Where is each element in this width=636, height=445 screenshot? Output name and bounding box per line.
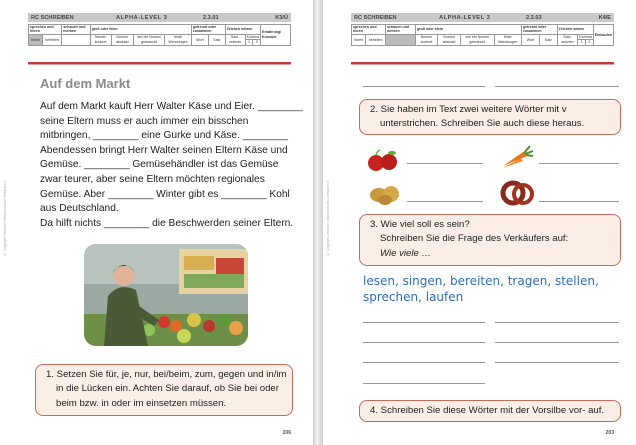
page-header — [28, 13, 291, 22]
text-line: seine Eltern muss er auch immer ein bisschen — [40, 115, 249, 127]
hdr-cell: Satz — [540, 34, 558, 45]
task-2-line: unterstrichen. Schreiben Sie auch diese heraus. — [380, 118, 585, 130]
header-rule-light — [28, 64, 291, 65]
hdr-cell: 2 — [253, 40, 261, 45]
task-1-line: 1. Setzen Sie für, je, nur, bei/beim, zum, gegen und in/im — [46, 369, 287, 380]
answer-line — [495, 322, 619, 323]
text-line: Gemüse. ________ Gemüsehändler ist das Gemüse — [40, 159, 279, 171]
left-page — [0, 0, 313, 445]
sausage-icon — [499, 180, 535, 206]
task-1-line: beim bzw. in oder im einsetzen müssen. — [56, 397, 227, 409]
header-brand: RC SCHREIBEN — [354, 14, 397, 21]
hdr-cell: 1 — [578, 40, 586, 45]
header-page-code: K3/Ü — [275, 14, 288, 21]
task-4-line: 4. Schreiben Sie diese Wörter mit der Vorsilbe vor- auf. — [370, 405, 605, 416]
book-spine — [313, 0, 323, 445]
hdr-cell: feste Wendungen — [494, 34, 521, 45]
answer-line — [495, 342, 619, 343]
header-brand: RC SCHREIBEN — [31, 14, 74, 21]
task-1-box — [35, 364, 293, 416]
text-line: Auf dem Markt kauft Herr Walter Käse und Eier. ________ — [40, 101, 303, 112]
text-line: mitbringen, ________ eine Gurke und Käse. ________ — [40, 130, 289, 142]
hdr-cell: hören — [352, 34, 366, 45]
handwritten-words — [363, 273, 628, 305]
hdr-cell: groß oder klein — [90, 25, 191, 35]
text-line: Gemüse. Aber ________ Winter gibt es ________ Kohl — [40, 188, 290, 200]
potato-icon — [367, 180, 403, 206]
task-3-line: Wie viele … — [380, 247, 432, 259]
answer-line — [539, 163, 619, 164]
answer-line — [407, 201, 483, 202]
right-page — [323, 0, 636, 445]
text-line: aus Deutschland. — [40, 203, 119, 215]
hdr-cell: feste Wendungen — [165, 34, 192, 45]
hdr-cell: Einkaufen — [593, 25, 613, 46]
hdr-cell: Satz- zeichen — [557, 34, 578, 45]
header-code: 2.3.03 — [526, 14, 542, 21]
hdr-cell: Nomen konkret — [90, 34, 111, 45]
hdr-cell: hören — [29, 34, 43, 45]
hdr-cell: Nomen konkret — [415, 34, 437, 45]
header-rule-light — [351, 64, 614, 65]
hdr-cell: Satz — [208, 34, 225, 45]
text-line: zwar teurer, aber seine Eltern möchten regionales — [40, 173, 265, 185]
copyright-note: © Copyright Deutscher Volkshochschul-Verband e.V. — [326, 180, 330, 256]
hdr-cell — [385, 34, 415, 45]
market-photo — [84, 244, 248, 346]
hdr-cell: Satz- zeichen — [225, 34, 245, 45]
competence-table — [351, 24, 614, 46]
page-number: 206 — [282, 430, 291, 436]
hdr-cell: 1 — [245, 40, 253, 45]
hdr-cell: herleiten — [43, 34, 62, 45]
answer-line — [363, 362, 485, 363]
task-3-box — [359, 214, 621, 266]
task-2-line: 2. Sie haben im Text zwei weitere Wörter mit v — [370, 104, 567, 115]
task-3-line: Schreiben Sie die Frage des Verkäufers auf: — [380, 233, 569, 245]
handwritten-line: lesen, singen, bereiten, tragen, stellen, — [363, 274, 599, 288]
hdr-cell: schauen und merken — [62, 25, 90, 35]
hdr-cell: 2 — [586, 40, 594, 45]
copyright-note: © Copyright Deutscher Volkshochschul-Verband e.V. — [3, 180, 7, 256]
hdr-cell: sprechen und hören — [352, 25, 386, 35]
task-2-box — [359, 99, 621, 135]
task-4-box — [359, 400, 621, 422]
hdr-cell: Komma — [246, 34, 260, 39]
hdr-cell: sprechen und hören — [29, 25, 62, 35]
answer-line — [363, 342, 485, 343]
task-1-line: in die Lücken ein. Achten Sie darauf, ob Sie bei oder — [56, 383, 279, 395]
answer-line — [495, 362, 619, 363]
hdr-cell: schauen und merken — [385, 25, 415, 35]
header-code: 2.3.01 — [203, 14, 219, 21]
text-line: Abendessen bringt Herr Walter seinen Eltern Käse und — [40, 144, 288, 156]
hdr-cell: Nomen abstrakt — [111, 34, 133, 45]
answer-line — [363, 383, 485, 384]
answer-line — [539, 201, 619, 202]
text-line: Da hilft nichts ________ die Beschwerden seiner Eltern. — [40, 217, 294, 229]
hdr-cell: Nomen abstrakt — [438, 34, 461, 45]
hdr-cell: wie ein Nomen gebraucht — [133, 34, 164, 45]
answer-line — [363, 322, 485, 323]
hdr-cell: groß oder klein — [415, 25, 521, 35]
page-title: Auf dem Markt — [40, 76, 131, 91]
hdr-cell: herleiten — [366, 34, 386, 45]
competence-table — [28, 24, 291, 46]
hdr-cell: Ernährung/ Konsum — [261, 25, 291, 46]
answer-line — [495, 86, 619, 87]
page-header — [351, 13, 614, 22]
hdr-cell: getrennt oder zusammen — [191, 25, 225, 35]
header-page-code: K4/E — [598, 14, 611, 21]
answer-line — [363, 86, 485, 87]
hdr-cell: Komma — [579, 34, 592, 39]
task-3-line: 3. Wie viel soll es sein? — [370, 219, 470, 230]
hdr-cell: Wort — [521, 34, 539, 45]
page-number: 203 — [605, 430, 614, 436]
hdr-cell: getrennt oder zusammen — [521, 25, 557, 35]
answer-line — [407, 163, 483, 164]
hdr-cell: Zeichen setzen — [225, 25, 260, 35]
apple-icon — [365, 147, 401, 173]
hdr-cell: Zeichen setzen — [557, 25, 593, 35]
exercise-text — [40, 100, 303, 231]
carrot-icon — [499, 144, 535, 170]
hdr-cell — [62, 34, 90, 45]
handwritten-line: sprechen, laufen — [363, 290, 464, 304]
header-level: ALPHA-LEVEL 3 — [116, 14, 168, 21]
header-level: ALPHA-LEVEL 3 — [439, 14, 491, 21]
hdr-cell: wie ein Nomen gebraucht — [461, 34, 494, 45]
hdr-cell: Wort — [191, 34, 208, 45]
